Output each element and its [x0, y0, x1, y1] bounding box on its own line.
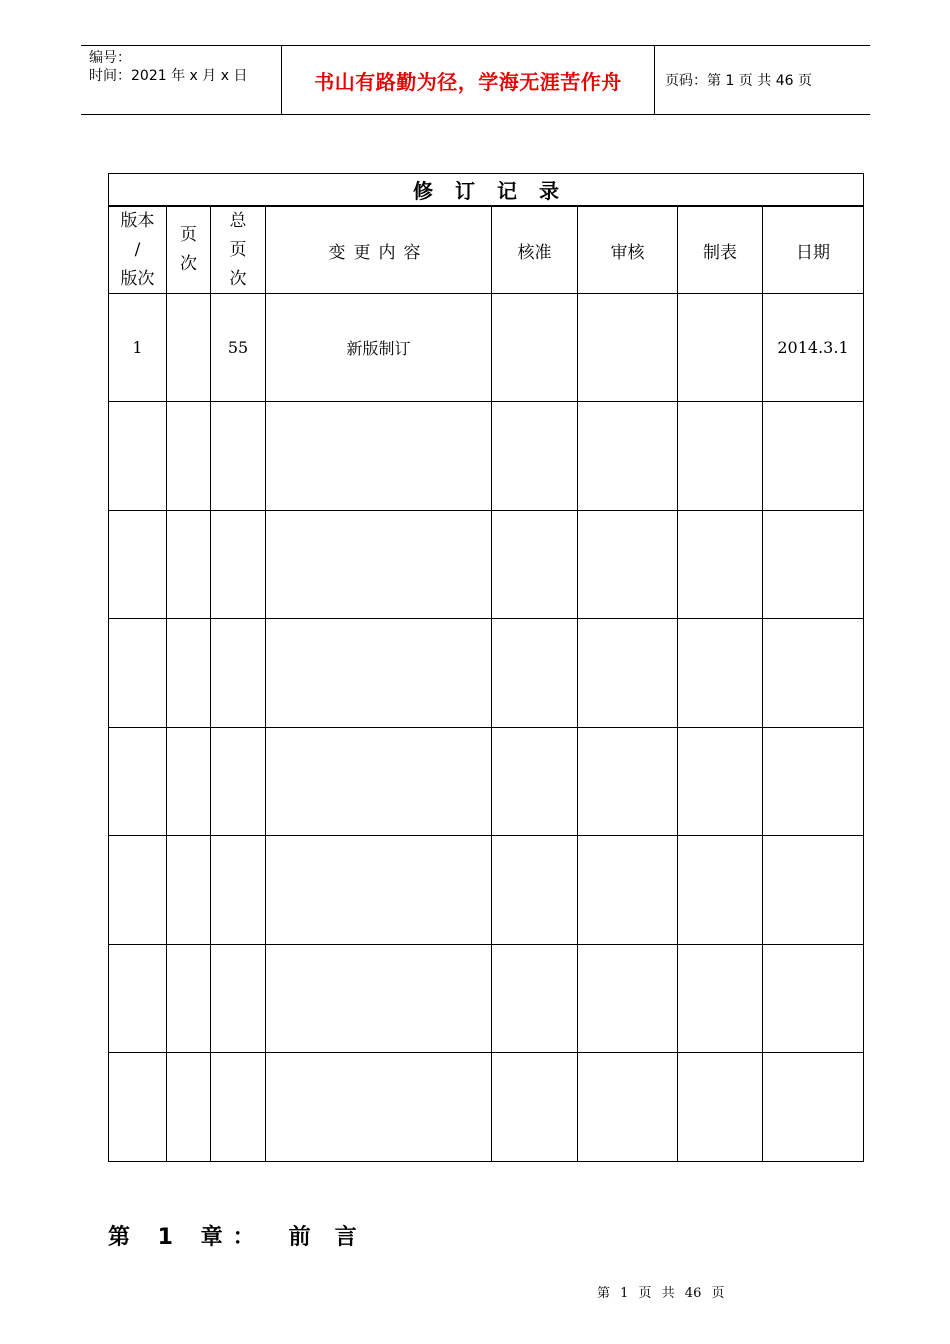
chapter-title: 前言	[288, 1225, 381, 1250]
col-header-version-line: 版本	[120, 210, 155, 231]
col-header-total-pages-line: 次	[229, 268, 247, 289]
revision-table-title	[109, 174, 863, 207]
header-motto: 书山有路勤为径，学海无涯苦作舟	[314, 69, 622, 94]
col-header-total-pages-line: 总	[229, 210, 247, 231]
cell-version: 1	[132, 338, 143, 357]
col-header-total-pages	[211, 207, 265, 293]
row-divider	[109, 510, 863, 511]
col-header-approved-text: 核准	[517, 242, 552, 263]
col-header-change-content-text: 变更内容	[328, 242, 429, 263]
row-divider	[109, 618, 863, 619]
cell-prepared	[678, 294, 762, 401]
cell-approved	[492, 294, 577, 401]
col-header-reviewed-text: 审核	[610, 242, 645, 263]
cell-change-content: 新版制订	[346, 339, 411, 358]
row-divider	[109, 1052, 863, 1053]
cell-date: 2014.3.1	[777, 338, 849, 357]
chapter-number: 第 1 章：	[108, 1225, 265, 1250]
document-number-label: 编号：	[89, 50, 131, 66]
header-page-info: 页码：第 1 页 共 46 页	[665, 73, 812, 89]
col-header-version	[109, 207, 166, 293]
col-header-date	[763, 207, 863, 293]
col-header-date-text: 日期	[796, 242, 830, 263]
col-header-page	[167, 207, 210, 293]
col-header-prepared-text: 制表	[703, 242, 737, 263]
page-footer: 第 1 页 共 46 页	[597, 1286, 725, 1301]
row-divider	[109, 944, 863, 945]
cell-total-pages: 55	[227, 338, 249, 357]
page-header	[81, 45, 870, 115]
chapter-heading	[108, 1220, 381, 1251]
revision-table-title-text: 修订记录	[413, 179, 581, 203]
col-header-prepared	[678, 207, 762, 293]
revision-grid	[109, 207, 863, 1161]
header-meta	[81, 46, 282, 114]
document-time-label: 时间：2021 年 x 月 x 日	[89, 68, 248, 84]
col-header-version-line: 版次	[120, 268, 155, 289]
col-header-approved	[492, 207, 577, 293]
col-header-version-line: /	[134, 239, 141, 260]
col-header-reviewed	[578, 207, 677, 293]
row-divider	[109, 835, 863, 836]
col-header-page-line: 页	[180, 225, 197, 245]
header-page-cell	[655, 46, 870, 114]
col-header-page-line: 次	[180, 254, 197, 274]
cell-reviewed	[578, 294, 677, 401]
header-motto-cell	[282, 46, 655, 114]
revision-table	[108, 173, 864, 1162]
cell-page	[167, 294, 210, 401]
row-divider	[109, 727, 863, 728]
row-divider	[109, 401, 863, 402]
col-header-change-content	[266, 207, 491, 293]
col-header-total-pages-line: 页	[229, 239, 247, 260]
